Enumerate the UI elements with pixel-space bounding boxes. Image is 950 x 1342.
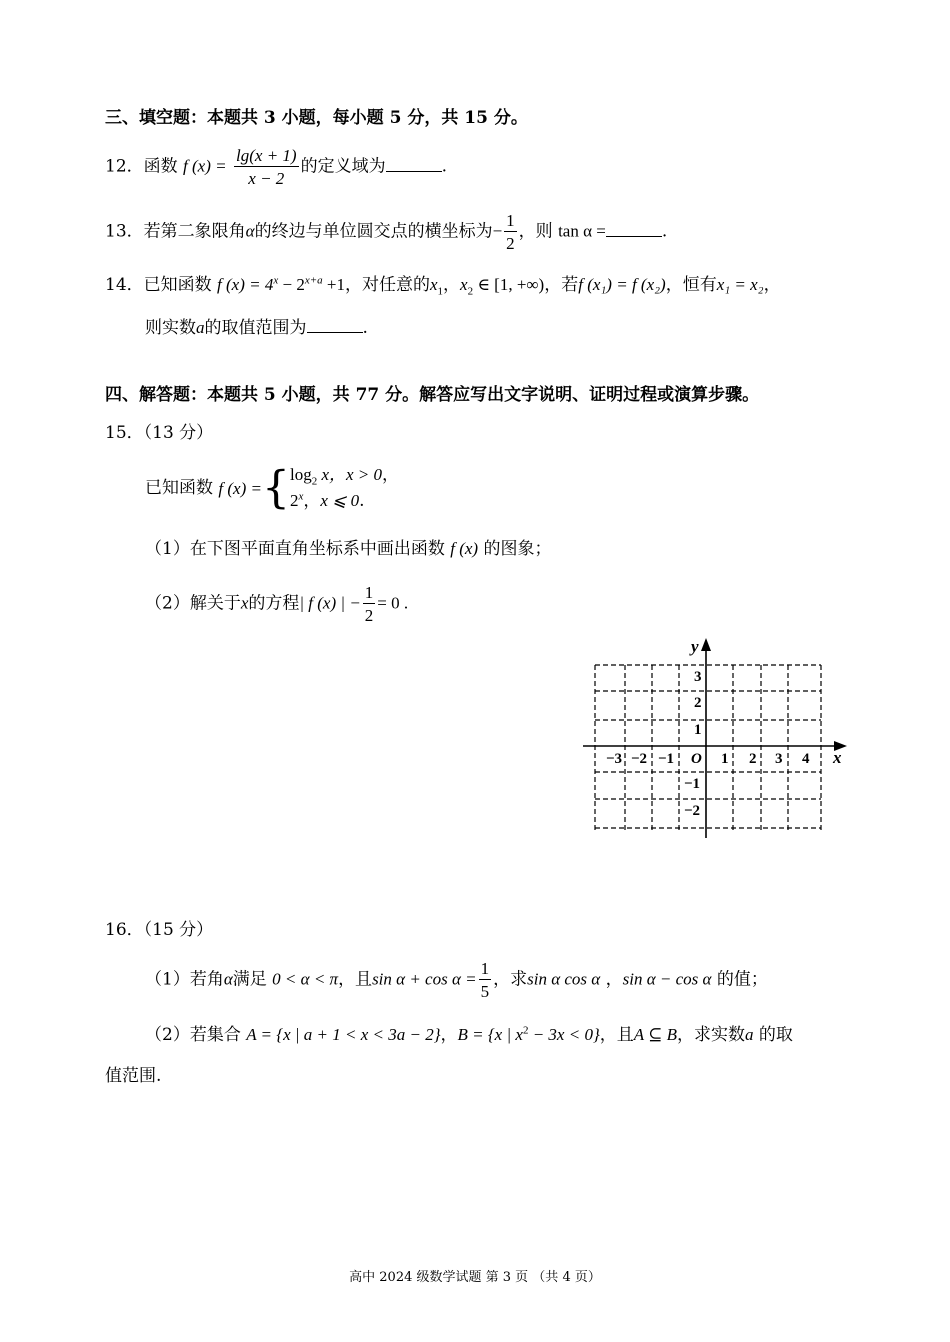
x-tick-label: 1 [721,751,729,767]
q15-func: f (x) = [218,478,262,498]
q13-end: . [661,221,668,242]
q12-answer-blank[interactable] [386,157,442,172]
q16-number: 16． [105,920,144,940]
q14-x1: x [430,275,438,294]
q12-denominator: x − 2 [248,169,285,188]
section-3-heading: 三、填空题：本题共 3 小题，每小题 5 分，共 15 分。 [105,108,528,128]
q14-eq2: x₁ = x₂ [716,275,764,294]
q14-end: . [362,318,368,338]
q15-case2: 2$^x$，x ⩽ 0. [289,490,365,512]
y-axis-arrow [701,638,711,651]
question-15-header [105,425,213,442]
question-16-header [105,922,213,939]
x-tick-label: −1 [658,751,675,767]
q15-part1-f: f (x) [450,539,479,558]
x-tick-label: −3 [606,751,623,767]
x-tick-label: 4 [802,751,810,767]
q16-range: 0 < α < π [272,969,339,989]
y-tick-label: −2 [684,803,701,819]
q14-sub1: 1 [437,285,444,298]
q14-text4: ，恒有 [665,275,717,295]
x-axis-label: x [833,748,842,767]
x-tick-label: 2 [749,751,757,767]
q13-text2: 的终边与单位圆交点的横坐标为 [254,221,493,242]
x-tick-label: 3 [775,751,783,767]
question-16-part2: （2）若集合 A = {x | a + 1 < x < 3a − 2}，B = {x | $x^2 - 3x < 0$}，且A ⊆ B，求实数a 的取 [145,1024,793,1045]
y-tick-label: 2 [694,695,702,711]
q12-number: 12． [105,156,144,177]
q14-number: 14． [105,275,144,295]
origin-label: O [691,751,702,767]
page-footer: 高中 2024 级数学试题 第 3 页 （共 4 页） [349,1270,601,1285]
q16-set-b: B = {x | x [457,1025,523,1044]
y-tick-label: −1 [684,776,701,792]
q14-comma: ， [443,275,461,295]
grid-lines [595,665,821,832]
question-15-part2: （2）解关于x的方程| f (x) | − $\frac{1}{2}$ = 0 . [145,583,409,625]
q15-given: 已知函数 [145,477,213,498]
question-16-part1: （1）若角α满足 0 < α < π，且sin α + cos α = $\frac{1}{5}$ ，求sin α cos α ，sin α − cos α 的值； [145,959,768,1001]
question-15-part1: （1）在下图平面直角坐标系中画出函数 f (x) 的图象； [145,539,552,559]
q14-interval: ∈ [1, +∞) [473,275,545,294]
q13-alpha: α [245,221,255,241]
q16-set-a: A = {x | a + 1 < x < 3a − 2} [246,1025,441,1044]
q14-tail: +1 [322,275,345,294]
q14-text3: ，若 [544,275,579,295]
q16-expr2: sin α − cos α [622,969,712,989]
q14-func: f (x) = 4 [217,275,274,294]
q12-prefix: 函数 [143,156,178,177]
question-16-part2-line2: 值范围. [105,1066,162,1086]
q16-fraction: $\frac{1}{5}$ [480,959,490,1001]
q14-answer-blank[interactable] [307,318,363,333]
q14-text1: 已知函数 [143,275,212,295]
q16-expr1: sin α cos α [527,969,601,989]
q14-text2: ，对任意的 [345,275,430,295]
coordinate-grid [575,632,855,842]
q14-sub2: 2 [467,285,474,298]
q15-brace: { [261,462,290,514]
q13-text1: 若第二象限角 [143,221,246,242]
q13-answer-blank[interactable] [606,222,662,237]
x-tick-label: −2 [631,751,648,767]
q16-subset: A ⊆ B [633,1025,677,1044]
q13-num: 1 [506,211,515,230]
q13-minus: − [492,221,503,241]
q14-line2a: 则实数 [145,318,196,338]
x-tick-labels [606,751,810,767]
q13-number: 13． [105,221,144,242]
q15-points: （13 分） [143,423,214,443]
q15-cases [290,462,399,515]
question-12 [105,147,447,187]
q15-part2-fraction: $\frac{1}{2}$ [364,583,374,625]
q14-text5: ， [763,275,781,295]
q12-suffix: 的定义域为 [300,156,386,177]
question-15-function [145,462,399,515]
question-14 [105,274,781,298]
q13-fraction [504,212,517,252]
section-4-heading: 四、解答题：本题共 5 小题，共 77 分。解答应写出文字说明、证明过程或演算步骤。 [105,385,760,405]
q13-tan: tan α = [558,221,606,241]
q14-line2b: 的取值范围为 [204,318,307,338]
question-13 [105,212,667,252]
q12-fraction [234,147,299,187]
q15-number: 15． [105,423,144,443]
q13-den: 2 [506,234,515,253]
q15-case1: $\log_2 x$，x > 0， [289,465,400,488]
q16-eq: sin α + cos α = [372,969,477,989]
q16-points: （15 分） [143,920,214,940]
y-tick-label: 3 [694,669,702,685]
q14-x2: x [460,275,468,294]
q13-text3: ，则 [518,221,553,242]
q14-a: a [196,318,205,337]
q14-exp2: x+a [304,274,323,287]
q14-exp1: x [273,274,279,287]
q12-numerator: lg(x + 1) [236,146,297,165]
q14-eq: f (x₁) = f (x₂) [578,275,666,294]
question-14-line2 [145,318,368,337]
y-axis-label: y [691,637,699,656]
y-tick-label: 1 [694,722,702,738]
q12-end: . [441,156,447,177]
q12-func: f (x) = [183,156,227,176]
q14-mid: − 2 [278,275,305,294]
